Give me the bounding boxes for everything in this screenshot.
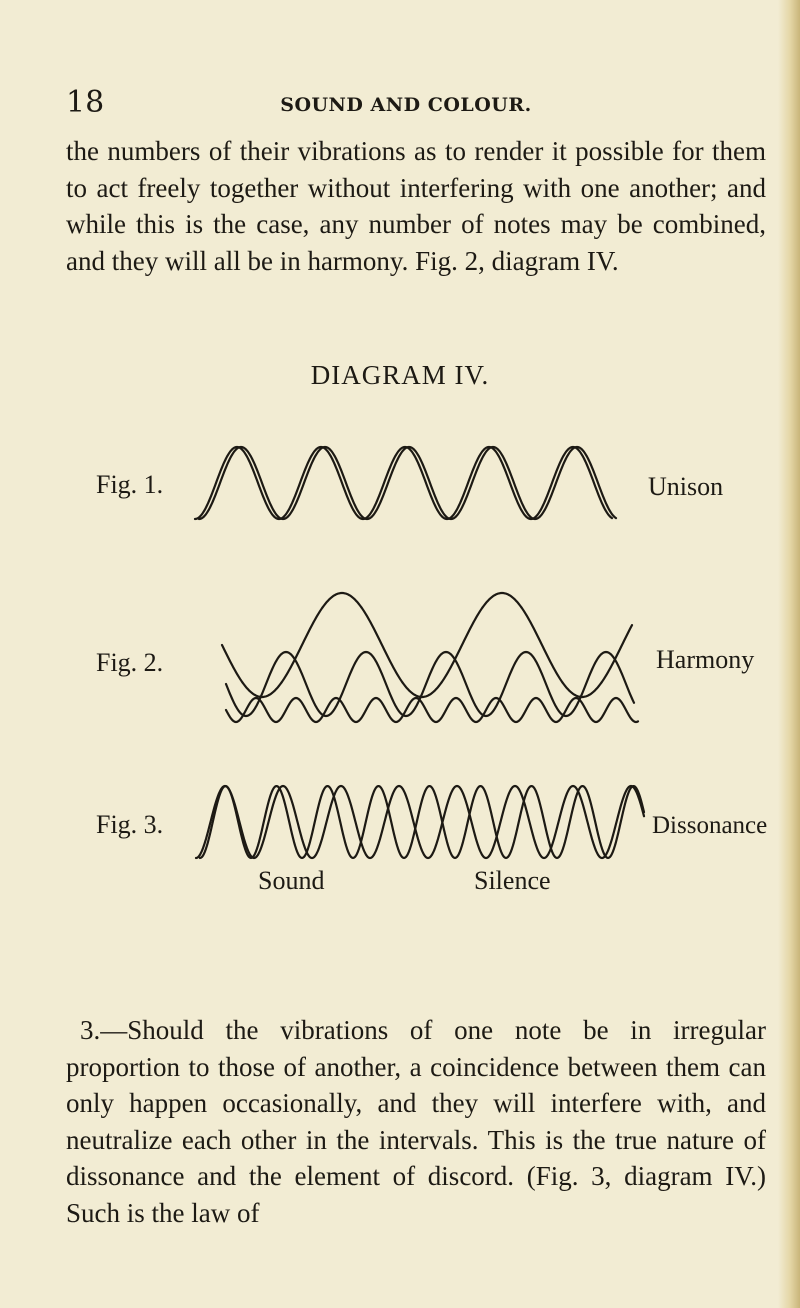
sound-label: Sound bbox=[258, 866, 325, 895]
dissonance-caption: Dissonance bbox=[652, 812, 768, 839]
fig1-label: Fig. 1. bbox=[96, 470, 164, 499]
fig2-label: Fig. 2. bbox=[96, 648, 164, 677]
fig1-wave-a bbox=[195, 447, 612, 519]
fig3-wave-b bbox=[200, 786, 644, 858]
running-head: SOUND AND COLOUR. bbox=[280, 94, 532, 116]
harmony-caption: Harmony bbox=[656, 645, 755, 674]
silence-label: Silence bbox=[474, 866, 551, 895]
page-number: 18 bbox=[66, 85, 105, 120]
diagram-title: DIAGRAM IV. bbox=[310, 360, 490, 390]
paragraph-top: the numbers of their vibrations as to render it possible for them to act freely together without interfering with one another; and while this is the case, any number of notes may be combined, and they will all be in harmony. Fig. 2, diagram IV. bbox=[66, 136, 766, 276]
fig3-label: Fig. 3. bbox=[96, 810, 164, 839]
fig1-wave-b bbox=[199, 447, 616, 519]
unison-caption: Unison bbox=[648, 472, 724, 501]
paragraph-bottom: 3.—Should the vibrations of one note be in irregular proportion to those of another, a coincidence between them can only happen occasionally, and they will interfere with, and neutralize each other in the intervals. This is the true nature of dissonance and the element of discord. (Fig. 3, diagram IV.) Such is the law of bbox=[66, 1015, 766, 1228]
fig2-wave-fast bbox=[226, 698, 638, 722]
